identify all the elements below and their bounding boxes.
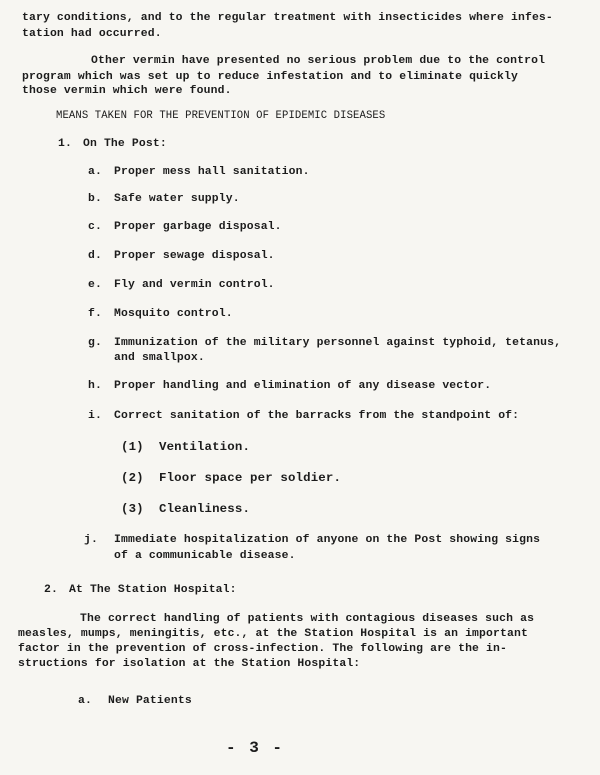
list-item (88, 221, 282, 233)
list-marker: b. (88, 193, 102, 205)
section-heading: MEANS TAKEN FOR THE PREVENTION OF EPIDEMIC DISEASES (56, 110, 386, 122)
list-marker: g. (88, 337, 102, 349)
sub-list-item-text: Cleanliness. (159, 502, 251, 516)
new-patients-title: New Patients (108, 695, 192, 707)
list-marker: e. (88, 279, 102, 291)
list-item-text: Correct sanitation of the barracks from the standpoint of: (114, 410, 520, 422)
list-item-text: Proper mess hall sanitation. (114, 166, 310, 178)
list-item (88, 279, 275, 291)
post-title: On The Post: (82, 138, 167, 150)
hospital-paragraph-line-4: structions for isolation at the Station Hospital: (18, 658, 361, 670)
list-marker: i. (88, 410, 102, 422)
sub-list-item (121, 440, 250, 454)
sub-list-item-text: Floor space per soldier. (159, 471, 342, 485)
list-item (84, 534, 540, 546)
sub-list-marker: (3) (121, 502, 144, 516)
paragraph-2-line-3: those vermin which were found. (22, 85, 232, 97)
sub-list-item (121, 471, 341, 485)
list-item-text: Immunization of the military personnel against typhoid, tetanus, (114, 337, 562, 349)
list-marker: j. (84, 534, 98, 546)
hospital-paragraph-line-2: measles, mumps, meningitis, etc., at the Station Hospital is an important (18, 628, 528, 640)
list-item (88, 193, 240, 205)
page-number: - 3 - (226, 739, 285, 757)
sub-list-item (121, 502, 250, 516)
list-marker: c. (88, 221, 102, 233)
list-item (88, 380, 491, 392)
list-item-continuation: of a communicable disease. (114, 550, 296, 562)
list-item-text: Immediate hospitalization of anyone on the Post showing signs (114, 534, 541, 546)
intro-line-1: tary conditions, and to the regular treatment with insecticides where infes- (22, 12, 553, 24)
sub-list-marker: (2) (121, 471, 144, 485)
list-marker: h. (88, 380, 102, 392)
sub-list-marker: (1) (121, 440, 144, 454)
list-item-text: Proper garbage disposal. (114, 221, 282, 233)
hospital-number: 2. (44, 584, 58, 596)
list-item-text: Safe water supply. (114, 193, 240, 205)
list-item-text: Proper handling and elimination of any disease vector. (114, 380, 492, 392)
list-item (88, 250, 275, 262)
list-marker: f. (88, 308, 102, 320)
list-item (88, 410, 519, 422)
list-item-text: Proper sewage disposal. (114, 250, 275, 262)
list-item (88, 308, 233, 320)
list-item-text: Fly and vermin control. (114, 279, 275, 291)
list-item-text: Mosquito control. (114, 308, 233, 320)
hospital-paragraph-line-1: The correct handling of patients with contagious diseases such as (80, 613, 535, 625)
paragraph-2-line-1: Other vermin have presented no serious problem due to the control (91, 55, 546, 67)
post-heading (58, 138, 167, 150)
new-patients-heading (78, 695, 192, 707)
list-item (88, 166, 310, 178)
list-item (88, 337, 561, 349)
intro-line-2: tation had occurred. (22, 28, 162, 40)
list-marker: d. (88, 250, 102, 262)
list-marker: a. (88, 166, 102, 178)
paragraph-2-line-2: program which was set up to reduce infestation and to eliminate quickly (22, 71, 518, 83)
sub-list-item-text: Ventilation. (159, 440, 251, 454)
post-number: 1. (58, 138, 72, 150)
list-item-continuation: and smallpox. (114, 352, 205, 364)
list-marker: a. (78, 695, 92, 707)
hospital-heading (44, 584, 237, 596)
hospital-title: At The Station Hospital: (68, 584, 237, 596)
hospital-paragraph-line-3: factor in the prevention of cross-infection. The following are the in- (18, 643, 507, 655)
